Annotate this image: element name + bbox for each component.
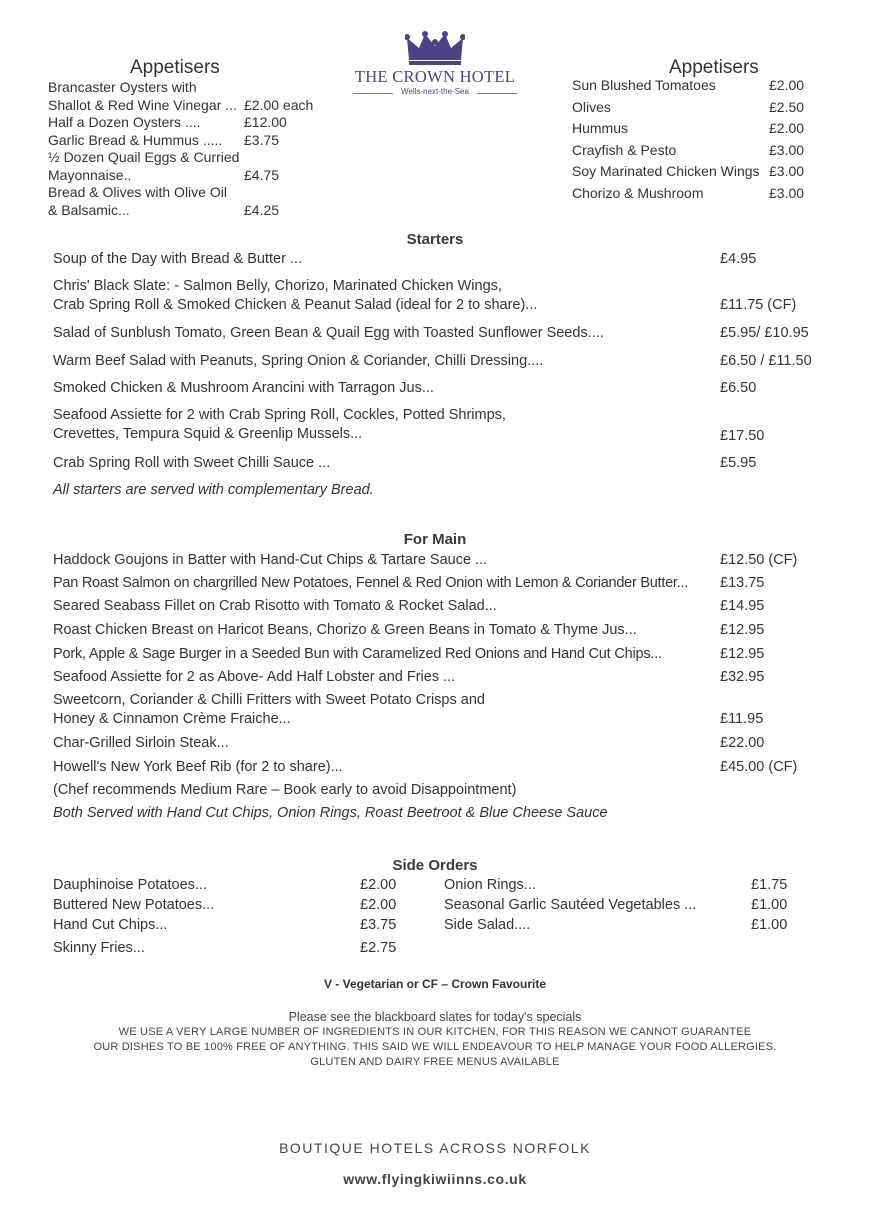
- list-item: ½ Dozen Quail Eggs & Curried: [48, 149, 240, 165]
- menu-item: Seafood Assiette for 2 as Above- Add Half Lobster and Fries ... £32.95: [53, 669, 765, 685]
- menu-item: Pan Roast Salmon on chargrilled New Potatoes, Fennel & Red Onion with Lemon & Coriander Butter... £13.75: [53, 575, 765, 591]
- menu-item: Chris' Black Slate: - Salmon Belly, Chorizo, Marinated Chicken Wings, Crab Spring Roll & Smoked Chicken & Peanut Salad (ideal for 2 to share)... £11.75 (CF): [53, 278, 797, 313]
- hotel-location: Wells-next-the-Sea: [401, 87, 469, 96]
- menu-item: Pork, Apple & Sage Burger in a Seeded Bun with Caramelized Red Onions and Hand Cut Chips... £12.95: [53, 646, 765, 662]
- list-item: & Balsamic... £4.25: [48, 201, 280, 218]
- list-item: Side Salad.... £1.00: [444, 917, 788, 933]
- list-item: Brancaster Oysters with: [48, 79, 197, 95]
- menu-item: Seafood Assiette for 2 with Crab Spring Roll, Cockles, Potted Shrimps, Crevettes, Tempura Squid & Greenlip Mussels... £17.50: [53, 407, 765, 444]
- mains-heading: For Main: [403, 531, 467, 548]
- menu-item: Salad of Sunblush Tomato, Green Bean & Quail Egg with Toasted Sunflower Seeds.... £5.95/ £10.95: [53, 325, 809, 341]
- list-item: Bread & Olives with Olive Oil: [48, 184, 227, 200]
- appetisers-right-heading: Appetisers: [669, 57, 759, 78]
- list-item: Soy Marinated Chicken Wings £3.00: [572, 163, 805, 180]
- menu-item: Howell's New York Beef Rib (for 2 to share)... £45.00 (CF): [53, 759, 798, 775]
- list-item: Onion Rings... £1.75: [444, 877, 788, 893]
- list-item: Skinny Fries... £2.75: [53, 940, 397, 956]
- appetisers-left-heading: Appetisers: [130, 57, 220, 78]
- list-item: Hand Cut Chips... £3.75: [53, 917, 397, 933]
- list-item: Mayonnaise.. £4.75: [48, 166, 280, 183]
- list-item: Olives £2.50: [572, 98, 805, 115]
- chef-note: (Chef recommends Medium Rare – Book early to avoid Disappointment): [53, 782, 517, 798]
- list-item: Sun Blushed Tomatoes £2.00: [572, 77, 805, 93]
- appetisers-left-list: [48, 79, 338, 219]
- menu-item: Warm Beef Salad with Peanuts, Spring Onion & Coriander, Chilli Dressing.... £6.50 / £11.50: [53, 353, 812, 369]
- menu-item: Crab Spring Roll with Sweet Chilli Sauce ... £5.95: [53, 455, 757, 471]
- allergen-line: GLUTEN AND DAIRY FREE MENUS AVAILABLE: [310, 1056, 560, 1068]
- sides-right-list: [444, 876, 804, 936]
- list-item: Half a Dozen Oysters .... £12.00: [48, 114, 287, 130]
- footer-website[interactable]: www.flyingkiwiinns.co.uk: [343, 1171, 527, 1187]
- allergen-line: WE USE A VERY LARGE NUMBER OF INGREDIENTS IN OUR KITCHEN, FOR THIS REASON WE CANNOT GUARANTEE: [118, 1026, 752, 1038]
- served-note: Both Served with Hand Cut Chips, Onion Rings, Roast Beetroot & Blue Cheese Sauce: [53, 805, 608, 821]
- menu-item: Haddock Goujons in Batter with Hand-Cut Chips & Tartare Sauce ... £12.50 (CF): [53, 552, 798, 568]
- list-item: Chorizo & Mushroom £3.00: [572, 184, 805, 201]
- list-item: Hummus £2.00: [572, 120, 805, 137]
- hotel-name: THE CROWN HOTEL: [354, 67, 516, 86]
- appetisers-right-list: [572, 77, 812, 207]
- menu-item: Sweetcorn, Coriander & Chilli Fritters with Sweet Potato Crisps and Honey & Cinnamon Crème Fraiche... £11.95: [53, 692, 764, 727]
- starters-note: All starters are served with complementary Bread.: [53, 482, 374, 498]
- list-item: Dauphinoise Potatoes... £2.00: [53, 877, 397, 893]
- menu-item: Seared Seabass Fillet on Crab Risotto with Tomato & Rocket Salad... £14.95: [53, 598, 765, 614]
- menu-item: Roast Chicken Breast on Haricot Beans, Chorizo & Green Beans in Tomato & Thyme Jus... £12.95: [53, 622, 765, 638]
- sides-heading: Side Orders: [392, 857, 478, 874]
- list-item: Buttered New Potatoes... £2.00: [53, 897, 397, 913]
- list-item: Shallot & Red Wine Vinegar ... £2.00 each: [48, 96, 314, 113]
- list-item: Crayfish & Pesto £3.00: [572, 141, 805, 158]
- footer-tagline: BOUTIQUE HOTELS ACROSS NORFOLK: [279, 1140, 591, 1156]
- menu-item: Smoked Chicken & Mushroom Arancini with Tarragon Jus... £6.50: [53, 380, 757, 396]
- list-item: Seasonal Garlic Sautéed Vegetables ... £1.00: [444, 897, 788, 913]
- specials-note: Please see the blackboard slates for today's specials: [288, 1010, 582, 1024]
- logo-rule-right: [477, 93, 517, 94]
- hotel-logo: [345, 30, 525, 100]
- allergen-line: OUR DISHES TO BE 100% FREE OF ANYTHING. THIS SAID WE WILL ENDEAVOUR TO HELP MANAGE YOUR FOOD ALLERGIES.: [93, 1041, 777, 1053]
- menu-item: Char-Grilled Sirloin Steak... £22.00: [53, 735, 765, 751]
- legend: V - Vegetarian or CF – Crown Favourite: [323, 977, 547, 991]
- menu-item: Soup of the Day with Bread & Butter ... £4.95: [53, 251, 757, 267]
- starters-heading: Starters: [406, 231, 464, 248]
- crown-icon: [405, 30, 465, 66]
- disclaimer: [0, 1010, 870, 1070]
- sides-left-list: [53, 876, 413, 959]
- list-item: Garlic Bread & Hummus ..... £3.75: [48, 131, 280, 148]
